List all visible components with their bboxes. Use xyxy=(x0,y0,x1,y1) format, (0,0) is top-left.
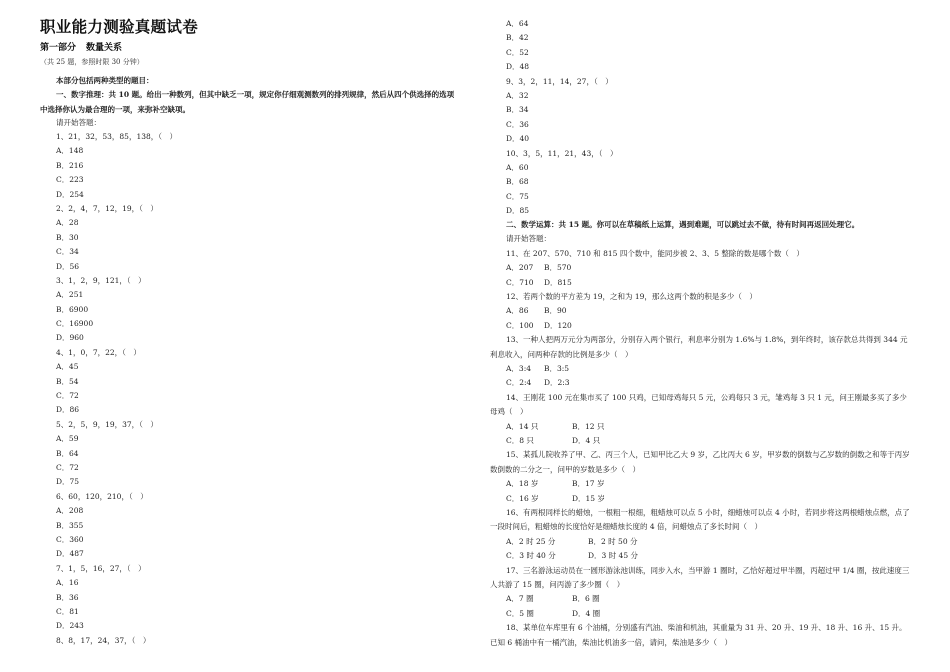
option-c: C．5 圈 xyxy=(506,608,534,618)
option-a: A．18 岁 xyxy=(506,479,539,489)
option-a: A．2 时 25 分 xyxy=(506,536,556,546)
options-11 xyxy=(490,261,912,275)
question-line: 7、1，5，16，27，（ ） xyxy=(56,563,146,573)
option-line: C．16900 xyxy=(56,319,94,329)
option-d: D．15 岁 xyxy=(572,493,605,503)
question-line: 6、60，120，210，（ ） xyxy=(56,491,148,501)
option-line: A．32 xyxy=(506,90,529,100)
question-16: 16、有两根同样长的蜡烛，一根粗一根细，粗蜡烛可以点 5 小时，细蜡烛可以点 4 小时，若同步将这两根蜡烛点燃，点了一段时间后，粗蜡烛的长度恰好是细蜡烛长度的 4 倍，问蜡烛点了多长时间（ ） xyxy=(490,507,910,532)
option-line: A．16 xyxy=(56,578,79,588)
question-17: 17、三名游泳运动员在一圆形游泳池训练，同步入水，当甲游 1 圈时，乙恰好超过甲半圈，丙超过甲 1/4 圈，按此速度三人共游了 15 圈，问丙游了多少圈（ ） xyxy=(490,565,910,589)
options-17 xyxy=(490,592,912,606)
option-line: A．208 xyxy=(56,506,84,516)
part-label: 第一部分 xyxy=(40,43,77,53)
section2-block xyxy=(490,218,912,650)
option-line: C．52 xyxy=(506,47,529,57)
option-d: D．3 时 45 分 xyxy=(588,551,638,561)
options-13 xyxy=(490,362,912,376)
option-line: C．72 xyxy=(56,391,79,401)
option-d: D．815 xyxy=(544,277,572,287)
option-c: C．16 岁 xyxy=(506,493,539,503)
question-line: 1、21，32，53，85，138，（ ） xyxy=(56,132,178,141)
question-11: 11、在 207、570、710 和 815 四个数中，能同步被 2、3、5 整除的数是哪个数（ ） xyxy=(506,248,804,258)
question-line: 10、3，5，11，21，43，（ ） xyxy=(506,148,618,158)
option-b: B．17 岁 xyxy=(572,479,605,489)
time-note: （共 25 题，参照时限 30 分钟） xyxy=(40,58,144,66)
option-a: A．3:4 xyxy=(506,363,531,373)
options-13b xyxy=(490,376,912,390)
option-line: C．360 xyxy=(56,534,84,544)
option-line: A．64 xyxy=(506,19,529,28)
option-line: D．254 xyxy=(56,189,84,199)
option-line: C．72 xyxy=(56,462,79,472)
options-14b xyxy=(490,434,912,448)
option-b: B．2 时 50 分 xyxy=(588,536,638,546)
option-b: B．90 xyxy=(544,306,567,316)
right-question-list xyxy=(506,17,617,218)
option-d: D．4 圈 xyxy=(572,608,601,618)
question-14: 14、王刚花 100 元在集市买了 100 只鸡，已知母鸡每只 5 元，公鸡每只 3 元，雏鸡每 3 只 1 元，问王刚最多买了多少母鸡（ ） xyxy=(490,392,907,417)
option-c: C．8 只 xyxy=(506,435,534,445)
option-line: D．40 xyxy=(506,134,530,144)
options-12b xyxy=(490,319,912,333)
option-line: C．36 xyxy=(506,119,529,129)
question-line: 5、2，5，9，19，37，（ ） xyxy=(56,419,158,429)
option-line: B．216 xyxy=(56,160,84,170)
option-c: C．100 xyxy=(506,320,534,330)
question-15: 15、某孤儿院收养了甲、乙、丙三个人，已知甲比乙大 9 岁，乙比丙大 6 岁，甲岁数的倒数与乙岁数的倒数之和等于丙岁数倒数的二分之一，问甲的岁数是多少（ ） xyxy=(490,450,910,474)
options-12 xyxy=(490,304,912,318)
option-line: D．56 xyxy=(56,261,80,271)
part-heading xyxy=(40,40,122,53)
options-14 xyxy=(490,420,912,434)
option-line: D．85 xyxy=(506,206,530,216)
option-line: B．42 xyxy=(506,33,529,43)
question-line: 4、1，0，7，22，（ ） xyxy=(56,347,141,357)
part-name: 数量关系 xyxy=(86,43,123,53)
question-line: 8、8，17，24，37，（ ） xyxy=(56,635,151,645)
option-line: C．75 xyxy=(506,191,529,201)
option-a: A．14 只 xyxy=(506,421,539,431)
options-16b xyxy=(490,549,912,563)
option-line: B．6900 xyxy=(56,304,89,314)
option-c: C．710 xyxy=(506,277,534,287)
page-title: 职业能力测验真题试卷 xyxy=(40,18,199,36)
option-b: B．570 xyxy=(544,263,572,273)
option-b: B．3:5 xyxy=(544,363,570,373)
option-line: C．223 xyxy=(56,175,84,185)
option-line: C．34 xyxy=(56,247,79,257)
question-18: 18、某单位车库里有 6 个油桶，分别盛有汽油、柴油和机油，其重量为 31 升、20 升、19 升、18 升、16 升、15 升。已知 6 桶油中有一桶汽油，柴油比机油多一倍，请问，柴油是多少（ ） xyxy=(490,623,907,647)
option-line: B．64 xyxy=(56,448,79,458)
option-line: A．45 xyxy=(56,362,79,372)
option-line: B．36 xyxy=(56,592,79,602)
option-line: D．48 xyxy=(506,62,530,72)
option-line: B．355 xyxy=(56,520,84,530)
option-line: A．59 xyxy=(56,434,79,444)
options-15b xyxy=(490,492,912,506)
option-line: A．28 xyxy=(56,218,79,228)
option-line: B．54 xyxy=(56,376,79,386)
option-line: D．487 xyxy=(56,549,84,559)
question-line: 9、3，2，11，14，27，（ ） xyxy=(506,76,613,86)
option-line: D．243 xyxy=(56,621,84,631)
option-line: D．75 xyxy=(56,477,80,487)
options-16 xyxy=(490,535,912,549)
question-12: 12、若两个数的平方差为 19，之和为 19，那么这两个数的积是多少（ ） xyxy=(506,291,757,301)
option-b: B．6 圈 xyxy=(572,594,600,604)
option-line: D．86 xyxy=(56,405,80,415)
option-a: A．86 xyxy=(506,306,529,316)
section2-instructions: 二、数学运算：共 15 题。你可以在草稿纸上运算，遇到难题，可以跳过去不做，待有时间再返回处理它。 xyxy=(506,220,860,229)
question-line: 2、2，4，7，12，19，（ ） xyxy=(56,203,158,213)
option-c: C．3 时 40 分 xyxy=(506,551,556,561)
question-line: 3、1，2，9，121，（ ） xyxy=(56,275,146,285)
left-question-list xyxy=(56,130,177,648)
start-label: 请开始答题： xyxy=(506,234,551,244)
option-line: B．68 xyxy=(506,177,529,187)
option-line: B．34 xyxy=(506,105,529,115)
option-a: A．7 圈 xyxy=(506,594,534,604)
option-line: A．148 xyxy=(56,146,84,156)
option-line: A．60 xyxy=(506,162,529,172)
option-line: A．251 xyxy=(56,290,84,300)
option-d: D．2:3 xyxy=(544,378,570,388)
question-13: 13、一种人把两万元分为两部分，分别存入两个银行，利息率分别为 1.6%与 1.8%，到年终时，该存款总共得到 344 元利息收入，问两种存款的比例是多少（ ） xyxy=(490,335,908,359)
options-15 xyxy=(490,477,912,491)
intro-text: 本部分包括两种类型的题目： xyxy=(56,76,154,85)
option-b: B．12 只 xyxy=(572,421,605,431)
start-label: 请开始答题： xyxy=(56,118,101,127)
options-11b xyxy=(490,276,912,290)
option-d: D．4 只 xyxy=(572,435,601,445)
option-line: B．30 xyxy=(56,232,79,242)
options-17b xyxy=(490,607,912,621)
section1-instructions: 一、数字推理：共 10 题。给出一种数列，但其中缺乏一项，规定你仔细观测数列的排列规律，然后从四个供选择的选项中选择你认为最合理的一项，来弥补空缺项。 xyxy=(40,90,455,114)
option-d: D．120 xyxy=(544,320,572,330)
option-line: D．960 xyxy=(56,333,84,343)
option-a: A．207 xyxy=(506,263,534,273)
option-c: C．2:4 xyxy=(506,378,532,388)
option-line: C．81 xyxy=(56,606,79,616)
